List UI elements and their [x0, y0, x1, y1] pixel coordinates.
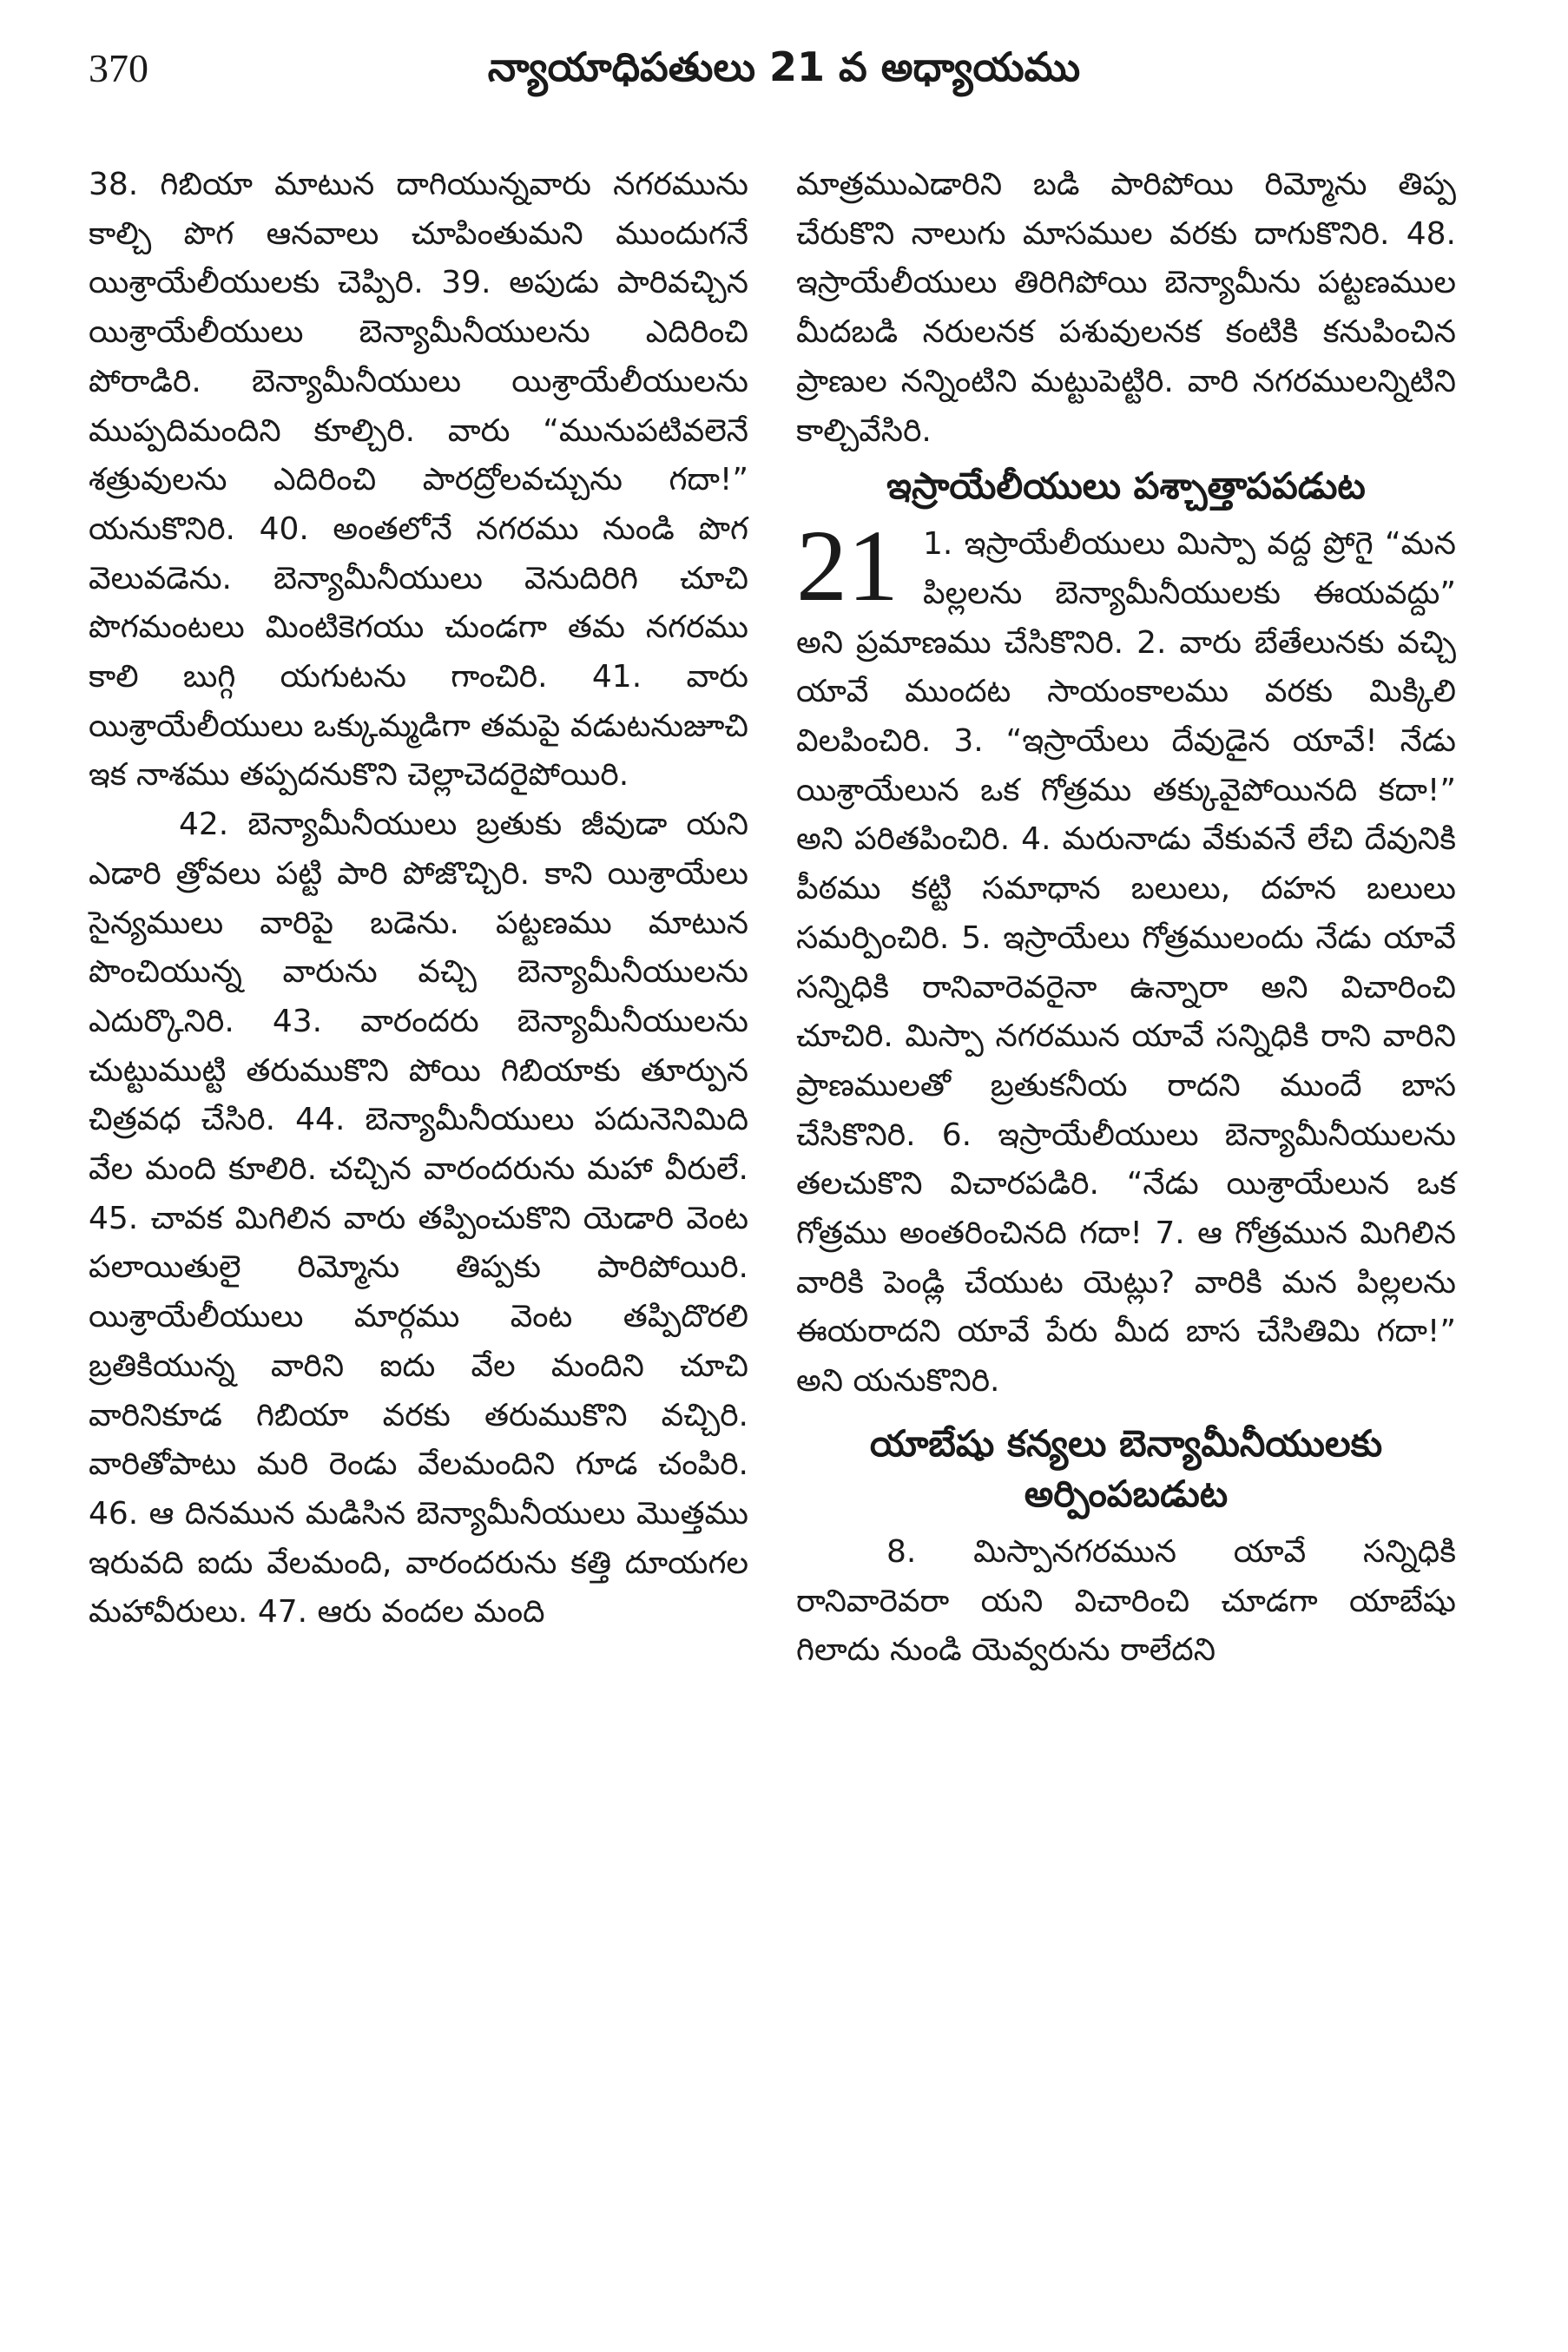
chapter-block	[796, 509, 1456, 1407]
section-heading-line: అర్పింపబడుట	[1024, 1472, 1229, 1515]
paragraph: 38. గిబియా మాటున దాగియున్నవారు నగరమును కాల్చి పొగ ఆనవాలు చూపింతుమని ముందుగనే యిశ్రాయేలీయులకు చెప్పిరి. 39. అపుడు పారివచ్చిన యిశ్రాయేలీయులు బెన్యామీనీయులను ఎదిరించి పోరాడిరి. బెన్యామీనీయులు యిశ్రాయేలీయులను ముప్పదిమందిని కూల్చిరి. వారు “మునుపటివలెనే శత్రువులను ఎదిరించి పారద్రోలవచ్చును గదా!” యనుకొనిరి. 40. అంతలోనే నగరము నుండి పొగ వెలువడెను. బెన్యామీనీయులు వెనుదిరిగి చూచి పొగమంటలు మింటికెగయు చుండగా తమ నగరము కాలి బుగ్గి యగుటను గాంచిరి. 41. వారు యిశ్రాయేలీయులు ఒక్కుమ్మడిగా తమపై వడుటనుజూచి ఇక నాశము తప్పదనుకొని చెల్లాచెదరైపోయిరి.	[89, 167, 748, 794]
right-column	[796, 161, 1456, 1676]
paragraph: మాత్రముఎడారిని బడి పారిపోయి రిమ్మోను తిప్ప చేరుకొని నాలుగు మాసముల వరకు దాగుకొనిరి. 48. ఇస్రాయేలీయులు తిరిగిపోయి బెన్యామీను పట్టణముల మీదబడి నరులనక పశువులనక కంటికి కనుపించిన ప్రాణుల నన్నింటిని మట్టుపెట్టిరి. వారి నగరములన్నిటిని కాల్చివేసిరి.	[796, 167, 1456, 449]
section-heading-line: యాబేషు కన్యలు బెన్యామీనీయులకు	[869, 1421, 1383, 1465]
page-number: 370	[89, 46, 148, 90]
running-head: న్యాయాధిపతులు 21 వ అధ్యాయము	[487, 43, 1081, 90]
paragraph: 8. మిస్పానగరమున యావే సన్నిధికి రానివారెవరా యని విచారించి చూడగా యాబేషు గిలాదు నుండి యెవ్వరును రాలేదని	[796, 1533, 1456, 1669]
section-heading	[796, 1419, 1456, 1519]
left-column	[89, 161, 748, 1637]
chapter-drop-number: 21	[796, 509, 899, 623]
paragraph: 42. బెన్యామీనీయులు బ్రతుకు జీవుడా యని ఎడారి త్రోవలు పట్టి పారి పోజొచ్చిరి. కాని యిశ్రాయేలు సైన్యములు వారిపై బడెను. పట్టణము మాటున పొంచియున్న వారును వచ్చి బెన్యామీనీయులను ఎదుర్కొనిరి. 43. వారందరు బెన్యామీనీయులను చుట్టుముట్టి తరుముకొని పోయి గిబియాకు తూర్పున చిత్రవధ చేసిరి. 44. బెన్యామీనీయులు పదునెనిమిది వేల మంది కూలిరి. చచ్చిన వారందరును మహా వీరులే. 45. చావక మిగిలిన వారు తప్పించుకొని యెడారి వెంట పలాయితులై రిమ్మోను తిప్పకు పారిపోయిరి. యిశ్రాయేలీయులు మార్గము వెంట తప్పిదొరలి బ్రతికియున్న వారిని ఐదు వేల మందిని చూచి వారినికూడ గిబియా వరకు తరుముకొని వచ్చిరి. వారితోపాటు మరి రెండు వేలమందిని గూడ చంపిరి. 46. ఆ దినమున మడిసిన బెన్యామీనీయులు మొత్తము ఇరువది ఐదు వేలమంది, వారందరును కత్తి దూయగల మహావీరులు. 47. ఆరు వందల మంది	[89, 807, 748, 1631]
paragraph: 1. ఇస్రాయేలీయులు మిస్పా వద్ద ప్రోగై “మన పిల్లలను బెన్యామీనీయులకు ఈయవద్దు” అని ప్రమాణము చేసికొనిరి. 2. వారు బేతేలునకు వచ్చి యావే ముందట సాయంకాలము వరకు మిక్కిలి విలపించిరి. 3. “ఇస్రాయేలు దేవుడైన యావే! నేడు యిశ్రాయేలున ఒక గోత్రము తక్కువైపోయినది కదా!” అని పరితపించిరి. 4. మరునాడు వేకువనే లేచి దేవునికి పీఠము కట్టి సమాధాన బలులు, దహన బలులు సమర్పించిరి. 5. ఇస్రాయేలు గోత్రములందు నేడు యావే సన్నిధికి రానివారెవరైనా ఉన్నారా అని విచారించి చూచిరి. మిస్పా నగరమున యావే సన్నిధికి రాని వారిని ప్రాణములతో బ్రతుకనీయ రాదని ముందే బాస చేసికొనిరి. 6. ఇస్రాయేలీయులు బెన్యామీనీయులను తలచుకొని విచారపడిరి. “నేడు యిశ్రాయేలున ఒక గోత్రము అంతరించినది గదా! 7. ఆ గోత్రమున మిగిలిన వారికి పెండ్లి చేయుట యెట్లు? వారికి మన పిల్లలను ఈయరాదని యావే పేరు మీద బాస చేసితిమి గదా!” అని యనుకొనిరి.	[796, 526, 1456, 1400]
section-heading: ఇస్రాయేలీయులు పశ్చాత్తాపపడుట	[886, 464, 1366, 508]
